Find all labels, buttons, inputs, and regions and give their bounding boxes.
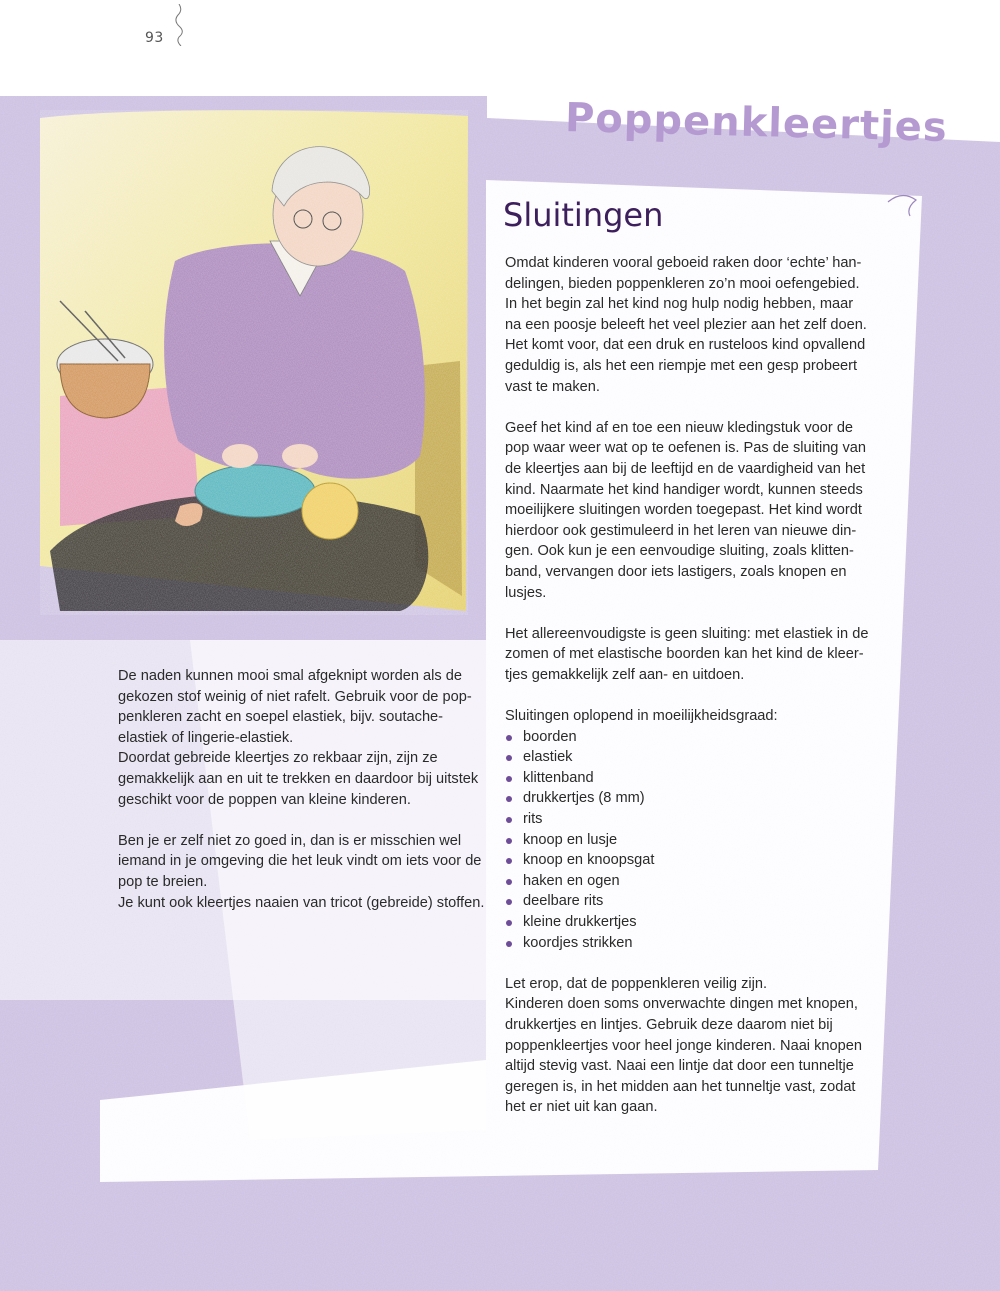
list-item: knoop en knoopsgat [505, 850, 885, 871]
text-line: penkleren zacht en soepel elastiek, bijv. soutache- [118, 709, 444, 726]
swirl-ornament [172, 4, 186, 46]
list-item: boorden [505, 727, 885, 748]
text-line: Kinderen doen soms onverwachte dingen met knopen, [505, 996, 858, 1013]
list-intro: Sluitingen oplopend in moeilijkheidsgraad: [505, 708, 778, 725]
paragraph-seams [118, 666, 498, 748]
main-text-column [505, 253, 885, 1118]
text-line: De naden kunnen mooi smal afgeknipt worden als de [118, 668, 462, 684]
text-line: band, vervangen door iets lastigers, zoals knopen en [505, 563, 847, 580]
text-line: Het allereenvoudigste is geen sluiting: met elastiek in de [505, 625, 869, 642]
page-number: 93 [145, 30, 164, 46]
paragraph-new-garment [505, 418, 885, 603]
list-item: haken en ogen [505, 871, 885, 892]
text-line: Omdat kinderen vooral geboeid raken door ‘echte’ han- [505, 255, 862, 271]
text-line: pop waar weer wat op te oefenen is. Pas de sluiting van [505, 440, 867, 457]
text-line: elastiek of lingerie-elastiek. [118, 729, 294, 746]
text-line: Doordat gebreide kleertjes zo rekbaar zijn, zijn ze [118, 750, 438, 767]
text-line: hierdoor ook gestimuleerd in het leren van nieuwe din- [505, 522, 857, 539]
side-text-column [118, 666, 498, 913]
text-line: geschikt voor de poppen van kleine kinderen. [118, 791, 411, 808]
list-item: elastiek [505, 747, 885, 768]
text-line: gekozen stof weinig of niet rafelt. Gebruik voor de pop- [118, 688, 472, 705]
text-line: het er niet uit kan gaan. [505, 1099, 658, 1116]
list-item: knoop en lusje [505, 830, 885, 851]
text-line: poppenkleertjes voor heel jonge kinderen. Naai knopen [505, 1037, 862, 1054]
text-line: Het komt voor, dat een druk en rusteloos kind opvallend [505, 337, 866, 354]
text-line: iemand in je omgeving die het leuk vindt om iets voor de [118, 853, 482, 870]
closures-list [505, 727, 885, 954]
text-line: gemakkelijk aan en uit te trekken en daardoor bij uitstek [118, 770, 479, 787]
text-line: lusjes. [505, 584, 547, 601]
illustration-grandmother-with-doll [0, 96, 490, 641]
paragraph-safety [505, 974, 885, 1118]
text-line: Je kunt ook kleertjes naaien van tricot (gebreide) stoffen. [118, 894, 485, 911]
paragraph-simplest [505, 624, 885, 686]
text-line: drukkertjes en lintjes. Gebruik deze daarom niet bij [505, 1016, 833, 1033]
paragraph-intro [505, 253, 885, 397]
running-head: Poppenkleertjes [564, 94, 949, 152]
text-line: gen. Ook kun je een eenvoudige sluiting, zoals klitten- [505, 543, 854, 560]
text-line: Geef het kind af en toe een nieuw kledingstuk voor de [505, 419, 854, 436]
text-line: na een poosje beleeft het veel plezier aan het zelf doen. [505, 316, 867, 333]
text-line: tjes gemakkelijk zelf aan- en uitdoen. [505, 666, 745, 683]
list-item: deelbare rits [505, 891, 885, 912]
list-item: rits [505, 809, 885, 830]
text-line: In het begin zal het kind nog hulp nodig hebben, maar [505, 296, 854, 313]
list-item: drukkertjes (8 mm) [505, 788, 885, 809]
text-line: zomen of met elastische boorden kan het kind de kleer- [505, 646, 864, 663]
text-line: de kleertjes aan bij de leeftijd en de vaardigheid van het [505, 460, 866, 477]
text-line: delingen, bieden poppenkleren zo’n mooi oefengebied. [505, 275, 860, 292]
paragraph-knitted [118, 748, 498, 810]
text-line: kind. Naarmate het kind handiger wordt, kunnen steeds [505, 481, 863, 498]
list-item: kleine drukkertjes [505, 912, 885, 933]
section-title: Sluitingen [503, 196, 664, 234]
text-line: moeilijkere sluitingen worden toegepast. Het kind wordt [505, 502, 862, 519]
list-item: koordjes strikken [505, 933, 885, 954]
text-line: pop te breien. [118, 873, 208, 890]
text-line: geduldig is, als het een riempje met een gesp probeert [505, 357, 858, 374]
list-item: klittenband [505, 768, 885, 789]
text-line: Ben je er zelf niet zo goed in, dan is er misschien wel [118, 832, 462, 849]
text-line: vast te maken. [505, 378, 600, 395]
text-line: altijd stevig vast. Naai een lintje dat door een tunneltje [505, 1058, 854, 1075]
paragraph-knitting-help [118, 831, 498, 913]
text-line: Let erop, dat de poppenkleren veilig zijn. [505, 975, 768, 992]
text-line: geregen is, in het midden aan het tunneltje vast, zodat [505, 1078, 856, 1095]
